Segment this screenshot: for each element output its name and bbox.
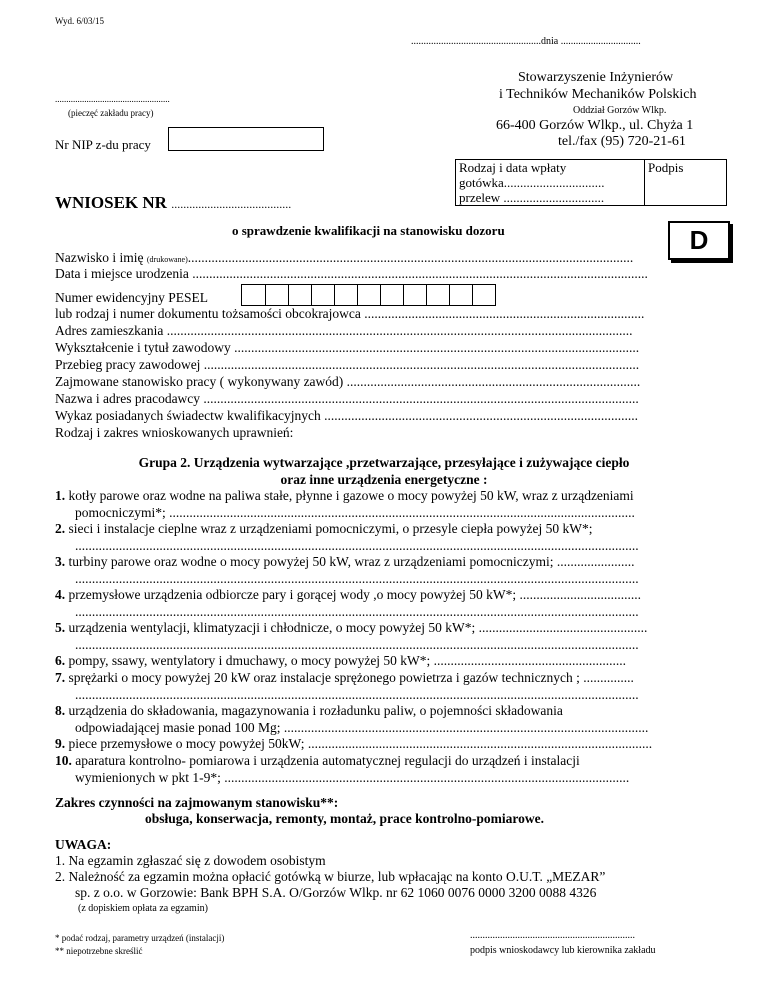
payment-cell[interactable]: [456, 160, 645, 206]
group-item-3-line2[interactable]: .......................................................................................................................................................................: [75, 571, 639, 586]
item-text: pompy, ssawy, wentylatory i dmuchawy, o mocy powyżej 50 kW*; .........................................................: [68, 653, 627, 668]
date-line[interactable]: ....................................................dnia ................................: [411, 36, 641, 47]
nip-label: Nr NIP z-du pracy: [55, 137, 151, 152]
item-number: 2.: [55, 521, 66, 536]
signature-label: podpis wnioskodawcy lub kierownika zakładu: [470, 945, 656, 956]
group-item-4[interactable]: [55, 587, 728, 603]
name-dots: ....................................................................................................................................: [187, 250, 634, 265]
payment-table: [455, 159, 727, 206]
group-item-3[interactable]: [55, 554, 728, 570]
item-number: 3.: [55, 554, 66, 569]
application-title-label: WNIOSEK NR: [55, 193, 167, 212]
group-item-7[interactable]: [55, 670, 728, 686]
org-name-line1: Stowarzyszenie Inżynierów: [518, 70, 674, 85]
org-address: 66-400 Gorzów Wlkp., ul. Chyża 1: [496, 118, 694, 133]
group-title-line2: oraz inne urządzenia energetyczne :: [280, 472, 488, 487]
notes-item-2-line2: sp. z o.o. w Gorzowie: Bank BPH S.A. O/Gorzów Wlkp. nr 62 1060 0076 0000 3200 0088 4326: [75, 885, 597, 900]
item-text: kotły parowe oraz wodne na paliwa stałe, płynne i gazowe o mocy powyżej 50 kW, wraz z urządzeniami: [68, 488, 634, 503]
name-hint: (drukowane): [146, 255, 188, 264]
org-phone: tel./fax (95) 720-21-61: [558, 134, 686, 149]
group-item-2[interactable]: [55, 521, 728, 537]
group-item-8[interactable]: [55, 703, 728, 719]
edition-label: Wyd. 6/03/15: [55, 16, 104, 26]
career-field[interactable]: Przebieg pracy zawodowej .................................................................................................................................: [55, 357, 640, 372]
group-item-10[interactable]: [55, 753, 728, 769]
employer-field[interactable]: Nazwa i adres pracodawcy .................................................................................................................................: [55, 391, 639, 406]
signature-dots[interactable]: ..................................................................: [470, 930, 635, 941]
payment-type-header: Rodzaj i data wpłaty: [459, 160, 567, 175]
item-number: 9.: [55, 736, 66, 751]
group-item-8-line2[interactable]: odpowiadającej masie ponad 100 Mg; ............................................................................................................: [75, 720, 649, 735]
pesel-label: Numer ewidencyjny PESEL: [55, 290, 208, 305]
item-text: sprężarki o mocy powyżej 20 kW oraz instalacje sprężonego powietrza i gazów technicznych ; ...............: [68, 670, 634, 685]
item-text: turbiny parowe oraz wodne o mocy powyżej 50 kW, wraz z urządzeniami pomocniczymi; .......................: [68, 554, 635, 569]
activities-title: Zakres czynności na zajmowanym stanowisku**:: [55, 795, 339, 810]
group-item-2-line2[interactable]: .......................................................................................................................................................................: [75, 538, 639, 553]
footnote-1: * podać rodzaj, parametry urządzeń (instalacji): [55, 933, 225, 943]
address-field[interactable]: Adres zamieszkania ..........................................................................................................................................: [55, 323, 633, 338]
payment-cash: gotówka...............................: [459, 175, 605, 190]
group-item-5[interactable]: [55, 620, 728, 636]
group-item-1-line2[interactable]: pomocniczymi*; ..........................................................................................................................................: [75, 505, 635, 520]
item-text: aparatura kontrolno- pomiarowa i urządzenia automatycznej regulacji do urządzeń i instalacji: [75, 753, 580, 768]
signature-header: Podpis: [648, 160, 684, 175]
item-number: 8.: [55, 703, 66, 718]
group-title-line1: Grupa 2. Urządzenia wytwarzające ,przetwarzające, przesyłające i zużywające ciepło: [138, 455, 630, 470]
item-text: urządzenia do składowania, magazynowania i rozładunku paliw, o pojemności składowania: [68, 703, 563, 718]
signature-cell[interactable]: [645, 160, 727, 206]
nip-input[interactable]: [168, 127, 324, 151]
foreign-id-field[interactable]: lub rodzaj i numer dokumentu tożsamości obcokrajowca ...................................................................................: [55, 306, 645, 321]
group-item-9[interactable]: [55, 736, 728, 752]
group-item-7-line2[interactable]: .......................................................................................................................................................................: [75, 687, 639, 702]
group-item-6[interactable]: [55, 653, 728, 669]
notes-item-2-hint: (z dopiskiem opłata za egzamin): [78, 903, 208, 914]
category-badge: D: [668, 221, 730, 260]
group-item-10-line2[interactable]: wymienionych w pkt 1-9*; ........................................................................................................................: [75, 770, 630, 785]
item-number: 6.: [55, 653, 66, 668]
item-number: 5.: [55, 620, 66, 635]
item-number: 1.: [55, 488, 66, 503]
position-field[interactable]: Zajmowane stanowisko pracy ( wykonywany zawód) .......................................................................................: [55, 374, 641, 389]
activities-text: obsługa, konserwacja, remonty, montaż, prace kontrolno-pomiarowe.: [145, 811, 544, 826]
notes-item-2-line1: 2. Należność za egzamin można opłacić gotówką w biurze, lub wpłacając na konto O.U.T. „MEZAR”: [55, 869, 606, 884]
item-number: 4.: [55, 587, 66, 602]
group-item-5-line2[interactable]: .......................................................................................................................................................................: [75, 637, 639, 652]
scope-label: Rodzaj i zakres wnioskowanych uprawnień:: [55, 425, 294, 440]
stamp-label: (pieczęć zakładu pracy): [68, 108, 154, 118]
group-item-1[interactable]: [55, 488, 728, 504]
item-text: piece przemysłowe o mocy powyżej 50kW; ......................................................................................................: [68, 736, 653, 751]
certificates-field[interactable]: Wykaz posiadanych świadectw kwalifikacyjnych .............................................................................................: [55, 408, 638, 423]
item-text: sieci i instalacje cieplne wraz z urządzeniami pomocniczymi, o przesyle ciepła powyżej 50 kW*;: [68, 521, 593, 536]
notes-title: UWAGA:: [55, 837, 112, 852]
footnote-2: ** niepotrzebne skreślić: [55, 946, 143, 956]
education-field[interactable]: Wykształcenie i tytuł zawodowy ........................................................................................................................: [55, 340, 640, 355]
item-number: 10.: [55, 753, 72, 768]
notes-item-1: 1. Na egzamin zgłaszać się z dowodem osobistym: [55, 853, 326, 868]
item-text: przemysłowe urządzenia odbiorcze pary i gorącej wody ,o mocy powyżej 50 kW*; ....................................: [68, 587, 641, 602]
item-text: urządzenia wentylacji, klimatyzacji i chłodnicze, o mocy powyżej 50 kW*; ..................................................: [68, 620, 648, 635]
payment-transfer: przelew ...............................: [459, 190, 605, 205]
group-item-4-line2[interactable]: .......................................................................................................................................................................: [75, 604, 639, 619]
application-subtitle: o sprawdzenie kwalifikacji na stanowisku dozoru: [232, 223, 505, 238]
birth-field[interactable]: Data i miejsce urodzenia .......................................................................................................................................: [55, 266, 648, 281]
pesel-input[interactable]: [241, 284, 496, 306]
org-name-line2: i Techników Mechaników Polskich: [499, 87, 697, 102]
stamp-dots: ...................................................: [55, 94, 170, 104]
item-number: 7.: [55, 670, 66, 685]
org-branch: Oddział Gorzów Wlkp.: [573, 105, 667, 116]
application-title: [55, 193, 291, 213]
name-label: Nazwisko i imię: [55, 250, 144, 265]
application-number-dots[interactable]: ........................................: [171, 197, 292, 211]
